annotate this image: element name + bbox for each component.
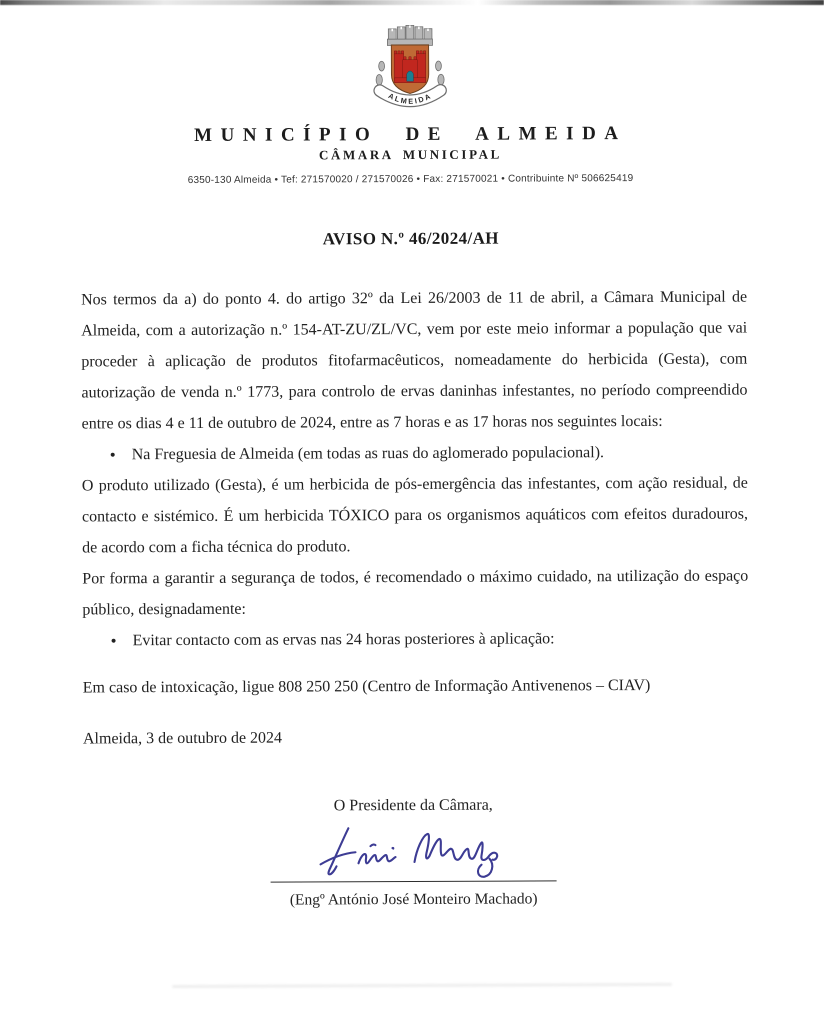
signature-ink — [320, 828, 497, 878]
date-line: Almeida, 3 de outubro de 2024 — [82, 729, 283, 748]
municipality-name: MUNICÍPIO DE ALMEIDA — [194, 123, 627, 146]
bullet-advice: • Evitar contacto com as ervas nas 24 horas posteriores à aplicação: — [82, 623, 748, 657]
mural-crown-icon — [387, 25, 432, 45]
advice-list — [82, 623, 748, 657]
signer-name: (Engº António José Monteiro Machado) — [289, 890, 538, 909]
paragraph-product: O produto utilizado (Gesta), é um herbicida de pós-emergência das infestantes, com ação residual, de contacto e sistémico. É um herbicida TÓXICO para os organismos aquáticos com efeitos duradouros, de acordo com a ficha técnica do produto. — [81, 474, 749, 557]
paragraph-emergency: Em caso de intoxicação, ligue 808 250 250 (Centro de Informação Antivenenos – CIAV) — [82, 676, 651, 697]
department-name: CÂMARA MUNICIPAL — [318, 146, 502, 163]
castle-door — [407, 71, 414, 81]
locations-list — [82, 437, 748, 471]
paragraph-intro: Nos termos da a) do ponto 4. do artigo 32º da Lei 26/2003 de 11 de abril, a Câmara Municipal de Almeida, com a autorização n.º 154-AT-ZU/ZL/VC, vem por este meio informar a população que vai proceder à aplicação de produtos fitofarmacêuticos, nomeadamente do herbicida (Gesta), com autorização de venda n.º 1773, para controlo de ervas daninhas infestantes, no período compreendido entre os dias 4 e 11 de outubro de 2024, entre as 7 horas e as 17 horas nos seguintes locais: — [81, 288, 748, 433]
municipal-coat-of-arms — [361, 15, 459, 119]
paragraph-safety: Por forma a garantir a segurança de todos, é recomendado o máximo cuidado, na utilização do espaço público, designadamente: — [82, 567, 749, 619]
crest-banner-text: ALMEIDA — [386, 90, 434, 106]
scan-artifact-bottom — [172, 983, 672, 988]
signature-block — [1, 795, 824, 911]
notice-body — [0, 281, 824, 755]
contact-line: 6350-130 Almeida • Tef: 271570020 / 271570026 • Fax: 271570021 • Contribuinte Nº 506625419 — [187, 173, 634, 186]
document-header — [0, 0, 823, 187]
bullet-location: • Na Freguesia de Almeida (em todas as ruas do aglomerado populacional). — [82, 437, 748, 471]
notice-title: AVISO N.º 46/2024/AH — [322, 228, 499, 249]
handwritten-signature — [308, 819, 518, 884]
signer-role: O Presidente da Câmara, — [333, 796, 493, 815]
coat-of-arms-graphic — [361, 15, 459, 119]
